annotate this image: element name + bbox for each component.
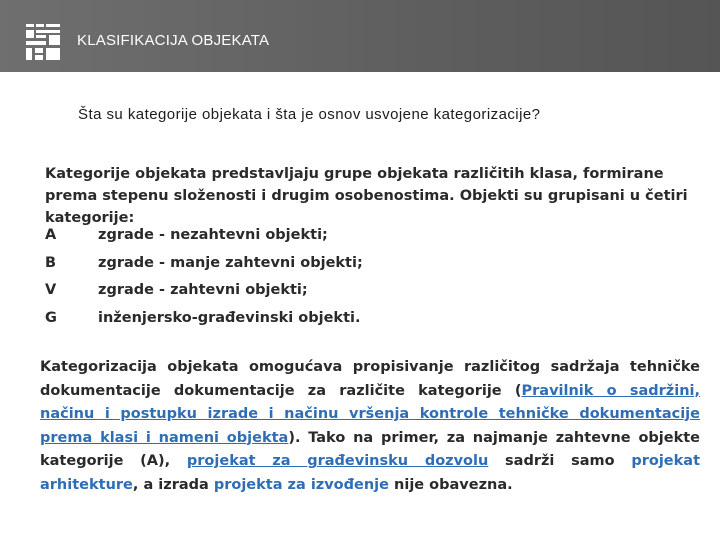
category-text: zgrade - manje zahtevni objekti; — [98, 254, 363, 271]
building-logo-icon — [24, 22, 64, 62]
building-permit-project-link[interactable]: projekat za građevinsku dozvolu — [186, 453, 489, 469]
page-title: KLASIFIKACIJA OBJEKATA — [77, 32, 270, 49]
paragraph-text: ). Tako na primer, za najmanje zahtevne objekte kategorije (A), — [40, 429, 700, 469]
paragraph-text: nije obavezna. — [388, 476, 513, 493]
list-item — [45, 307, 363, 335]
execution-project-link[interactable]: projekta za izvođenje — [213, 476, 389, 493]
category-letter: G — [45, 309, 57, 326]
list-item — [45, 224, 363, 252]
category-text: zgrade - nezahtevni objekti; — [98, 227, 328, 243]
question-heading: Šta su kategorije objekata i šta je osnov usvojene kategorizacije? — [78, 106, 541, 123]
category-letter: B — [45, 254, 57, 271]
categorization-paragraph — [40, 356, 700, 497]
intro-paragraph: Kategorije objekata predstavljaju grupe objekata različitih klasa, formirane prema stepenu složenosti i drugim osobenostima. Objekti su grupisani u četiri kategorije: — [45, 166, 688, 226]
category-text: zgrade - zahtevni objekti; — [98, 282, 308, 298]
category-list — [45, 224, 363, 334]
paragraph-text: Kategorizacija objekata omogućava propisivanje različitog sadržaja tehničke dokumentacije dokumentacije za različite kategorije ( — [40, 359, 700, 399]
list-item — [45, 279, 363, 307]
architecture-project-link[interactable]: projekat arhitekture — [40, 453, 700, 493]
category-text: inženjersko-građevinski objekti. — [98, 309, 361, 326]
category-letter: A — [45, 227, 57, 243]
list-item — [45, 252, 363, 280]
paragraph-clip — [40, 356, 700, 493]
category-letter: V — [45, 282, 57, 298]
header-bar — [0, 0, 720, 72]
paragraph-text: , a izrada — [132, 476, 214, 493]
paragraph-text: sadrži samo — [488, 453, 632, 469]
pravilnik-link[interactable]: Pravilnik o sadržini, načinu i postupku izrade i načinu vršenja kontrole tehničke dokumentacije prema klasi i nameni objekta — [40, 382, 700, 446]
